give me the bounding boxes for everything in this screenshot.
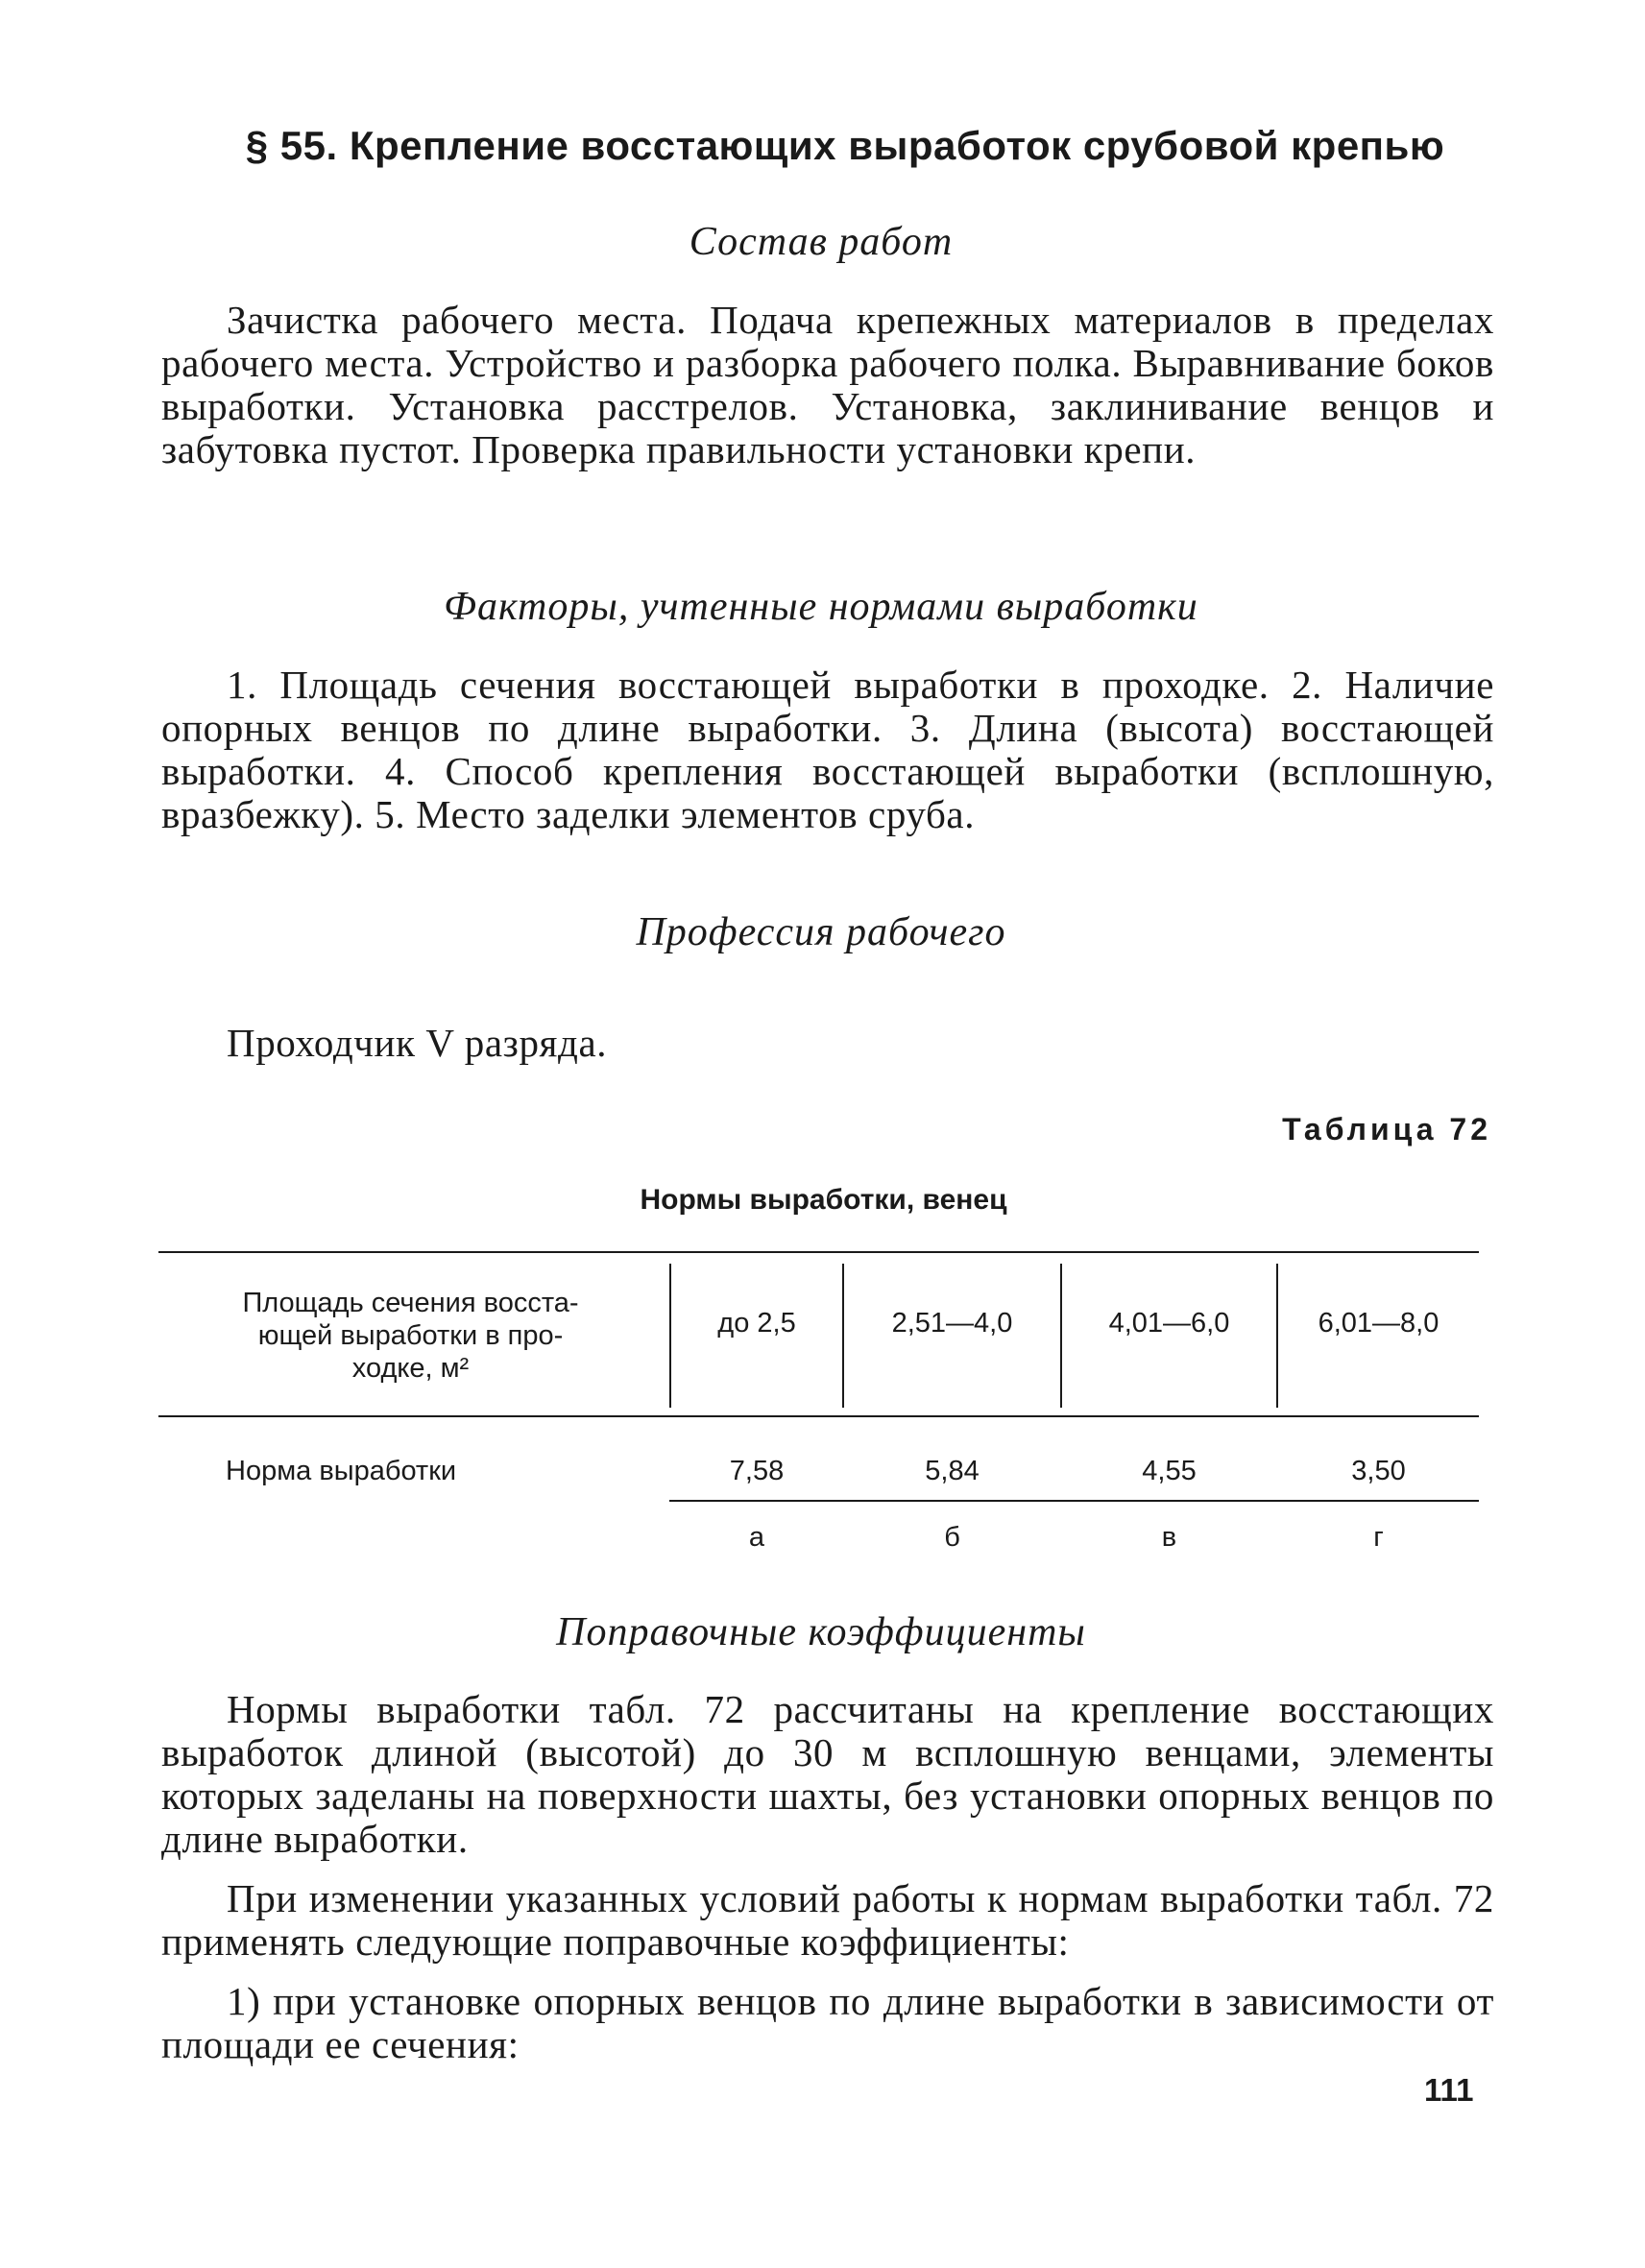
coefficients-text: 1) при установке опорных венцов по длине выработки в зависимости от площади ее сечения:: [161, 1979, 1494, 2066]
table-header-label-line: Площадь сечения восста-: [242, 1288, 579, 1318]
table-column-letter: б: [944, 1522, 960, 1553]
coefficients-text: При изменении указанных условий работы к нормам выработки табл. 72 применять следующие поправочные коэффициенты:: [161, 1876, 1494, 1964]
table-value: 4,55: [1142, 1456, 1197, 1486]
table-row-label: Норма выработки: [226, 1456, 457, 1486]
table-values-rule: [669, 1500, 1479, 1502]
table-header-label-line: ющей выработки в про-: [257, 1320, 564, 1351]
table-column-header: 2,51—4,0: [891, 1308, 1013, 1339]
table-header-label: [197, 1287, 624, 1385]
factors-text: 1. Площадь сечения восстающей выработки в проходке. 2. Наличие опорных венцов по длине выработки. 3. Длина (высота) восстающей выработки. 4. Способ крепления восстающей выработки (всплошную, вразбежку). 5. Место заделки элементов сруба.: [161, 663, 1494, 836]
composition-heading: Состав работ: [689, 220, 954, 264]
table-label: Таблица 72: [1282, 1112, 1491, 1146]
coefficients-text: Нормы выработки табл. 72 рассчитаны на крепление восстающих выработок длиной (высотой) до 30 м всплошную венцами, элементы которых заделаны на поверхности шахты, без установки опорных венцов по длине выработки.: [161, 1687, 1494, 1861]
profession-heading: Профессия рабочего: [636, 910, 1006, 954]
coefficients-heading: Поправочные коэффициенты: [556, 1610, 1086, 1654]
table-column-letter: г: [1373, 1522, 1384, 1553]
section-title: § 55. Крепление восстающих выработок срубовой крепью: [245, 123, 1445, 168]
table-value: 7,58: [729, 1456, 785, 1486]
page-number: 111: [1424, 2072, 1474, 2108]
table-value: 5,84: [925, 1456, 980, 1486]
factors-heading: Факторы, учтенные нормами выработки: [444, 585, 1198, 629]
table-value: 3,50: [1351, 1456, 1406, 1486]
table-column-header: 6,01—8,0: [1318, 1308, 1439, 1339]
table-column-letter: а: [748, 1522, 765, 1553]
composition-text: Зачистка рабочего места. Подача крепежных материалов в пределах рабочего места. Устройство и разборка рабочего полка. Выравнивание боков выработки. Установка расстрелов. Установка, заклинивание венцов и забутовка пустот. Проверка правильности установки крепи.: [161, 298, 1494, 471]
table-top-rule: [158, 1251, 1479, 1253]
table-header-label-line: ходке, м²: [351, 1353, 470, 1384]
table-caption: Нормы выработки, венец: [640, 1184, 1007, 1216]
table-column-header: до 2,5: [717, 1308, 796, 1339]
profession-text: Проходчик V разряда.: [227, 1021, 608, 1065]
table-column-header: 4,01—6,0: [1108, 1308, 1230, 1339]
table-column-letter: в: [1161, 1522, 1177, 1553]
table-header-rule: [158, 1415, 1479, 1417]
